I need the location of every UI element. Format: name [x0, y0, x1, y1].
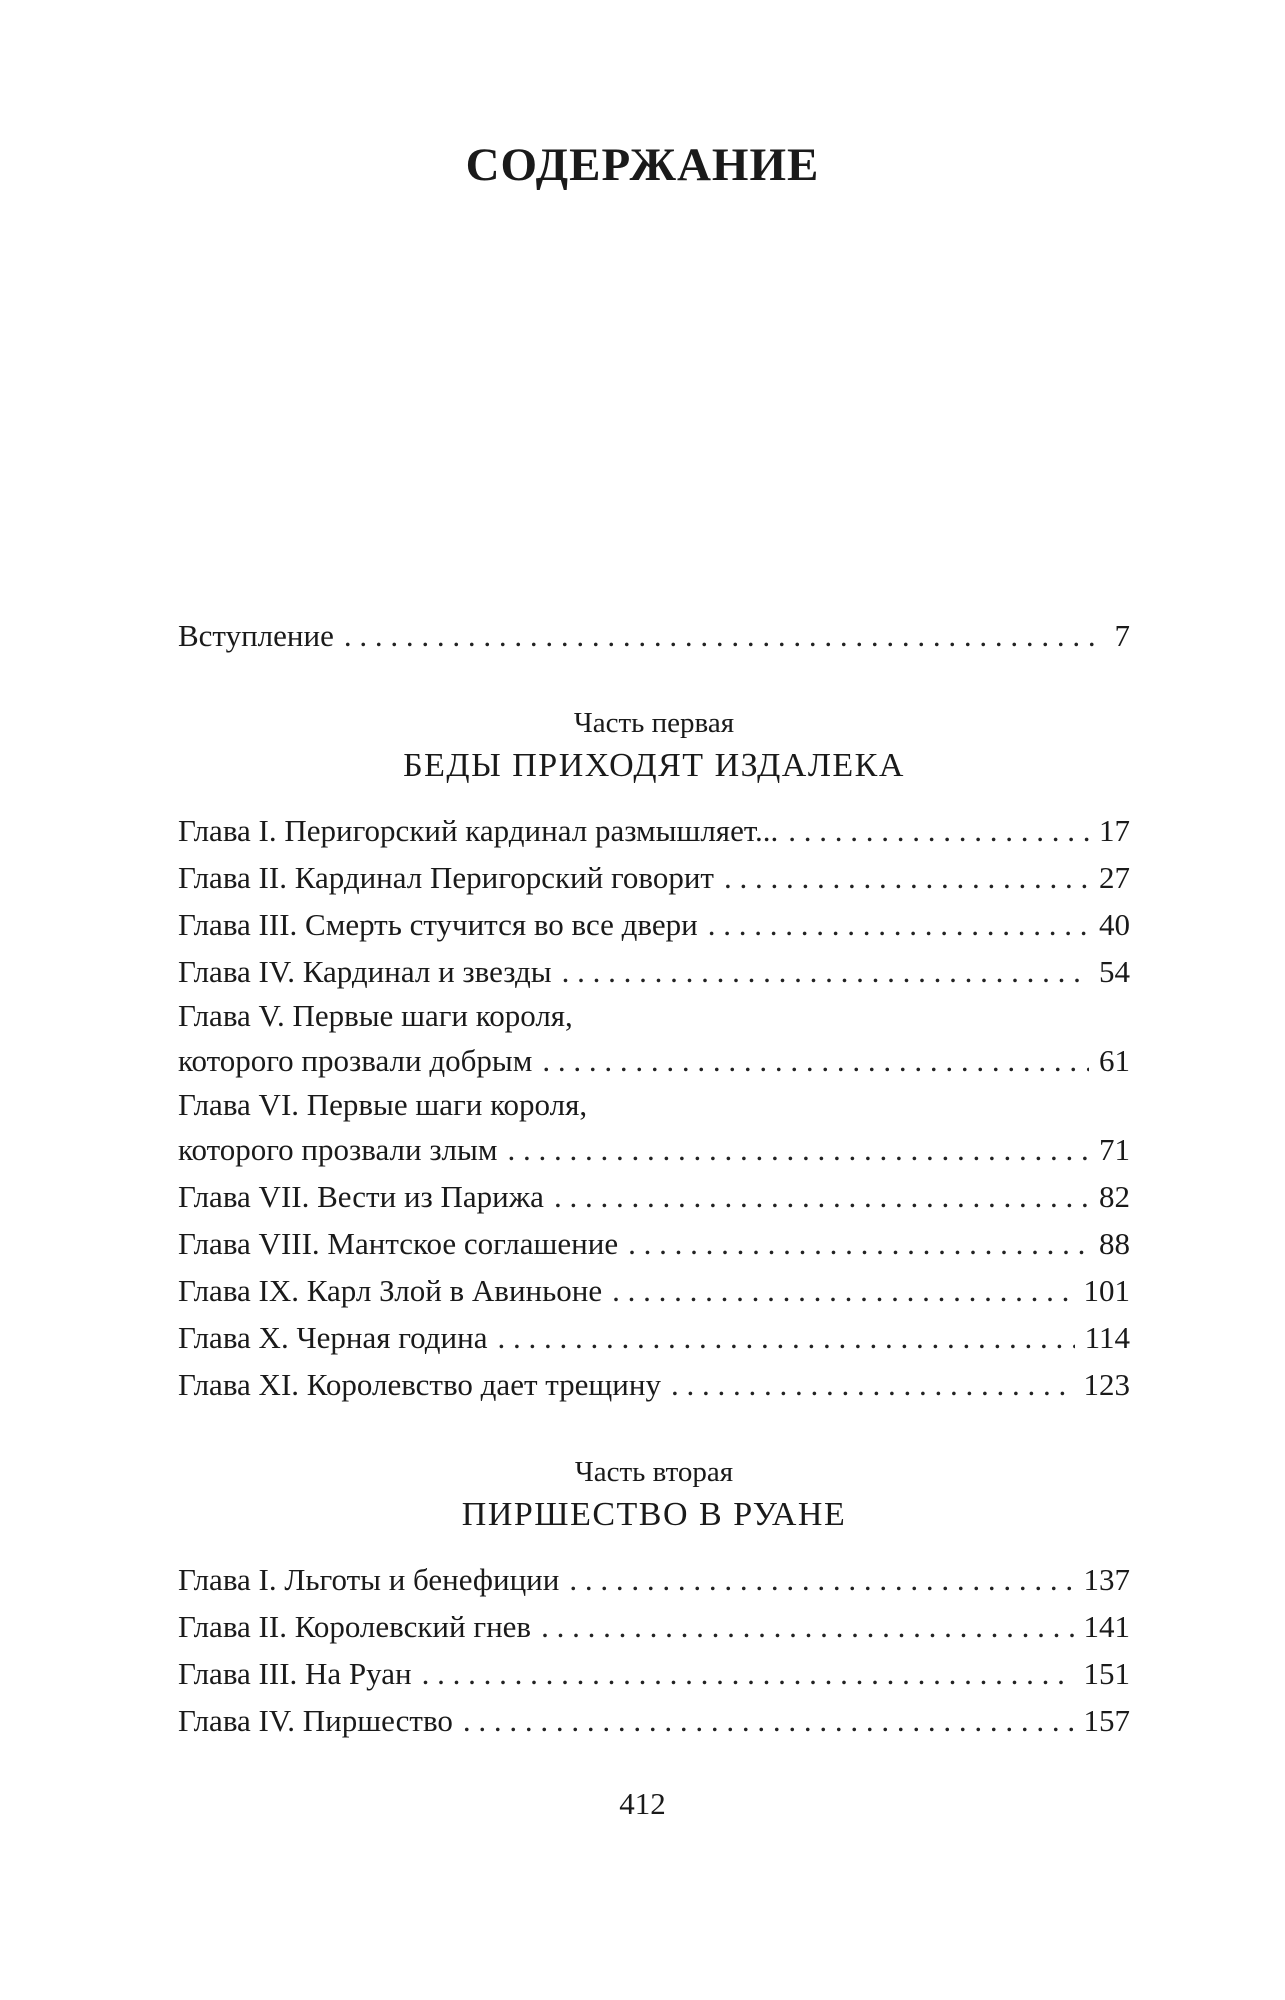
toc-entry-page: 61: [1099, 1043, 1130, 1078]
toc-entry-title-line1: Глава V. Первые шаги короля,: [178, 998, 573, 1033]
page-number: 412: [619, 1786, 666, 1821]
toc-entry-page: 71: [1099, 1132, 1130, 1167]
table-of-contents: [178, 612, 1130, 1744]
toc-entry-p1-ch6[interactable]: [178, 1084, 1130, 1173]
toc-entry-title: Глава IV. Пиршество: [178, 1703, 453, 1738]
toc-entry-title: Глава XI. Королевство дает трещину: [178, 1367, 661, 1402]
leader-dots: [724, 854, 1089, 901]
toc-entry-p2-ch4[interactable]: [178, 1697, 1130, 1744]
toc-entry-p1-ch3[interactable]: [178, 901, 1130, 948]
toc-entry-p1-ch9[interactable]: [178, 1267, 1130, 1314]
part-label: Часть первая: [573, 707, 735, 739]
part-title: БЕДЫ ПРИХОДЯТ ИЗДАЛЕКА: [403, 747, 905, 784]
part-label: Часть вторая: [574, 1456, 734, 1488]
toc-entry-title: Глава X. Черная година: [178, 1320, 488, 1355]
toc-entry-title: Глава II. Королевский гнев: [178, 1609, 532, 1644]
leader-dots: [554, 1173, 1089, 1220]
toc-entry-page: 82: [1099, 1179, 1130, 1214]
toc-entry-page: 157: [1083, 1703, 1130, 1738]
toc-entry-p1-ch4[interactable]: [178, 948, 1130, 995]
toc-entry-page: 137: [1083, 1562, 1130, 1597]
toc-entry-page: 17: [1099, 813, 1130, 848]
toc-entry-p2-ch3[interactable]: [178, 1650, 1130, 1697]
leader-dots: [612, 1267, 1073, 1314]
leader-dots: [344, 612, 1105, 659]
toc-entry-title: Вступление: [178, 618, 334, 653]
toc-entry-title-line1: Глава VI. Первые шаги короля,: [178, 1087, 588, 1122]
toc-entry-p1-ch11[interactable]: [178, 1361, 1130, 1408]
toc-entry-title: Глава I. Льготы и бенефиции: [178, 1562, 560, 1597]
leader-dots: [788, 807, 1089, 854]
toc-entry-p1-ch5[interactable]: [178, 995, 1130, 1084]
part-heading-1: [178, 703, 1130, 789]
toc-entry-page: 141: [1083, 1609, 1130, 1644]
toc-entry-title: Глава II. Кардинал Перигорский говорит: [178, 860, 714, 895]
leader-dots: [507, 1126, 1089, 1173]
part-heading-2: [178, 1452, 1130, 1538]
leader-dots: [422, 1650, 1074, 1697]
leader-dots: [628, 1220, 1089, 1267]
toc-entry-page: 54: [1099, 954, 1130, 989]
toc-entry-p1-ch2[interactable]: [178, 854, 1130, 901]
toc-entry-page: 7: [1114, 618, 1130, 653]
toc-entry-title: которого прозвали злым: [178, 1132, 498, 1167]
leader-dots: [562, 948, 1089, 995]
page-heading: СОДЕРЖАНИЕ: [465, 139, 820, 191]
toc-entry-p2-ch1[interactable]: [178, 1556, 1130, 1603]
toc-entry-page: 27: [1099, 860, 1130, 895]
toc-entry-title: Глава VIII. Мантское соглашение: [178, 1226, 619, 1261]
toc-entry-p1-ch7[interactable]: [178, 1173, 1130, 1220]
toc-entry-title: Глава IX. Карл Злой в Авиньоне: [178, 1273, 603, 1308]
toc-entry-title: которого прозвали добрым: [178, 1043, 533, 1078]
toc-entry-page: 40: [1099, 907, 1130, 942]
toc-entry-title: Глава VII. Вести из Парижа: [178, 1179, 544, 1214]
toc-entry-p1-ch1[interactable]: [178, 807, 1130, 854]
leader-dots: [542, 1037, 1089, 1084]
toc-entry-page: 88: [1099, 1226, 1130, 1261]
toc-entry-p2-ch2[interactable]: [178, 1603, 1130, 1650]
toc-entry-p1-ch10[interactable]: [178, 1314, 1130, 1361]
toc-entry-page: 151: [1083, 1656, 1130, 1691]
leader-dots: [671, 1361, 1074, 1408]
leader-dots: [569, 1556, 1073, 1603]
toc-entry-p1-ch8[interactable]: [178, 1220, 1130, 1267]
leader-dots: [463, 1697, 1074, 1744]
part-title: ПИРШЕСТВО В РУАНЕ: [461, 1496, 847, 1533]
toc-entry-intro[interactable]: [178, 612, 1130, 659]
toc-entry-page: 114: [1084, 1320, 1130, 1355]
toc-entry-title: Глава III. Смерть стучится во все двери: [178, 907, 698, 942]
toc-entry-title: Глава III. На Руан: [178, 1656, 412, 1691]
toc-entry-title: Глава IV. Кардинал и звезды: [178, 954, 552, 989]
toc-entry-page: 123: [1083, 1367, 1130, 1402]
leader-dots: [497, 1314, 1074, 1361]
leader-dots: [541, 1603, 1073, 1650]
toc-entry-page: 101: [1083, 1273, 1130, 1308]
leader-dots: [708, 901, 1089, 948]
toc-entry-title: Глава I. Перигорский кардинал размышляет...: [178, 813, 779, 848]
